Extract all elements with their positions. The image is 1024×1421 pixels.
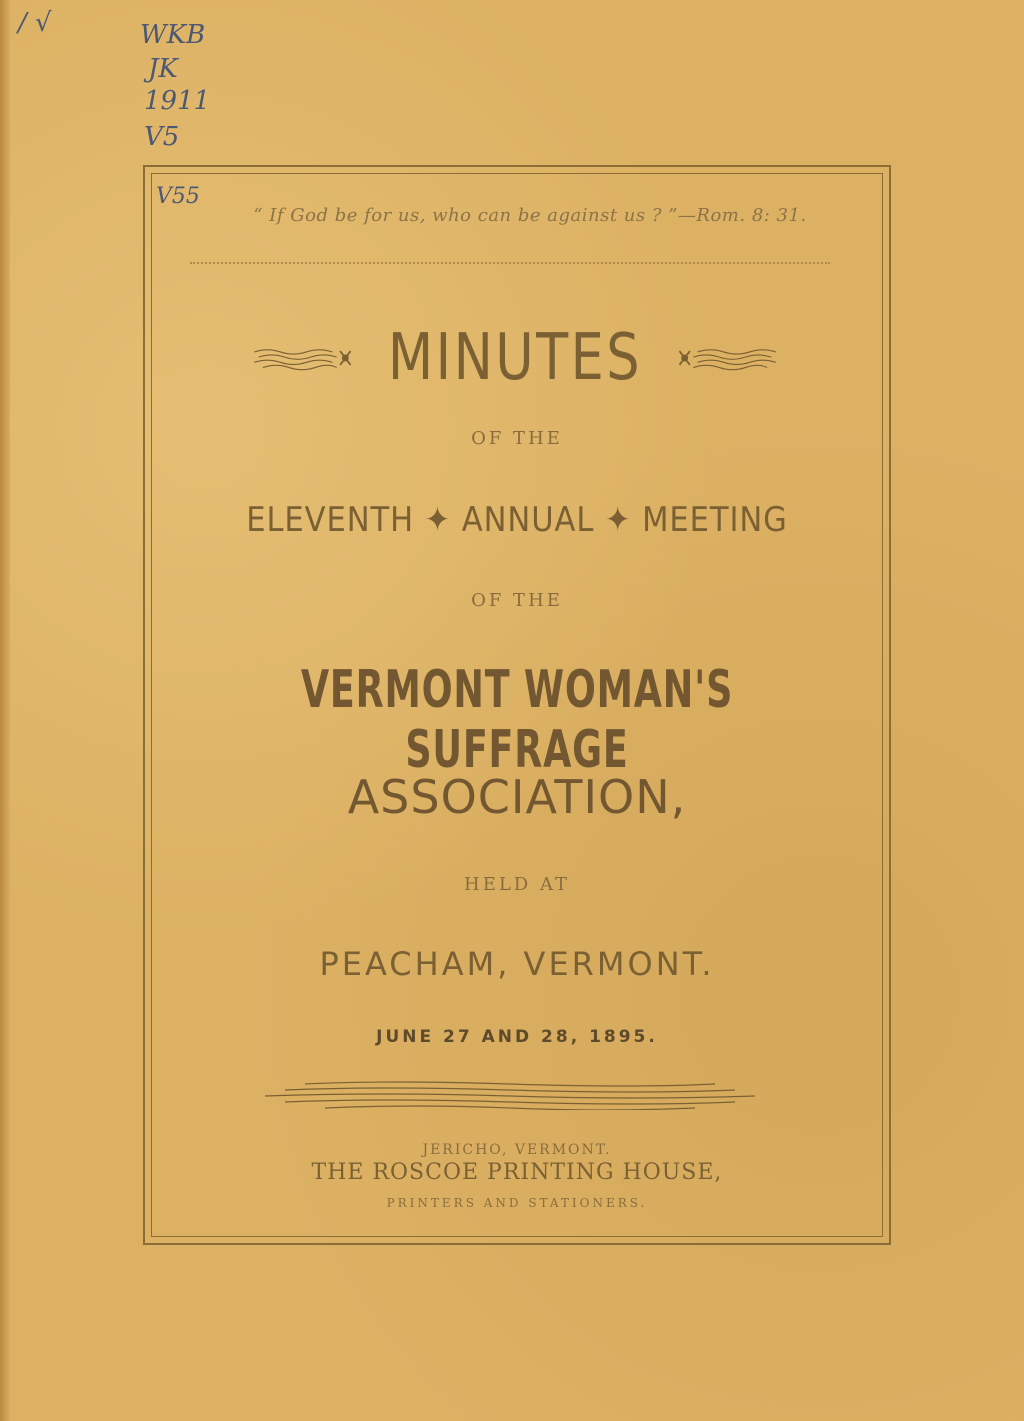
handwritten-call-number-1: WKB bbox=[140, 20, 206, 50]
handwritten-ticks: / √ bbox=[18, 8, 52, 38]
handwritten-call-number-3: 1911 bbox=[144, 86, 211, 116]
held-at-label: HELD AT bbox=[464, 874, 570, 895]
wavy-rule-separator bbox=[265, 1078, 755, 1110]
handwritten-call-number-2: JK bbox=[148, 54, 178, 84]
handwritten-call-number-4: V5 bbox=[144, 122, 180, 152]
imprint-trade: PRINTERS AND STATIONERS. bbox=[386, 1196, 648, 1210]
title-row bbox=[250, 318, 780, 398]
handwritten-call-number-5: V55 bbox=[156, 184, 200, 209]
association-word: ASSOCIATION, bbox=[347, 770, 687, 824]
imprint-printer: THE ROSCOE PRINTING HOUSE, bbox=[311, 1160, 723, 1185]
meeting-date: JUNE 27 AND 28, 1895. bbox=[376, 1027, 658, 1047]
left-flourish-ornament bbox=[250, 333, 354, 383]
meeting-title: ELEVENTH ✦ ANNUAL ✦ MEETING bbox=[246, 500, 788, 540]
imprint-city: JERICHO, VERMONT. bbox=[422, 1142, 612, 1158]
meeting-place: PEACHAM, VERMONT. bbox=[319, 945, 715, 983]
of-the-label-2: OF THE bbox=[471, 590, 563, 611]
dotted-rule bbox=[190, 262, 830, 264]
association-name: VERMONT WOMAN'S SUFFRAGE bbox=[300, 660, 734, 780]
epigraph: “ If God be for us, who can be against us ? ”—Rom. 8: 31. bbox=[253, 205, 807, 226]
page-title: MINUTES bbox=[387, 321, 643, 395]
of-the-label-1: OF THE bbox=[471, 428, 563, 449]
spine-edge bbox=[0, 0, 10, 1421]
right-flourish-ornament bbox=[676, 333, 780, 383]
